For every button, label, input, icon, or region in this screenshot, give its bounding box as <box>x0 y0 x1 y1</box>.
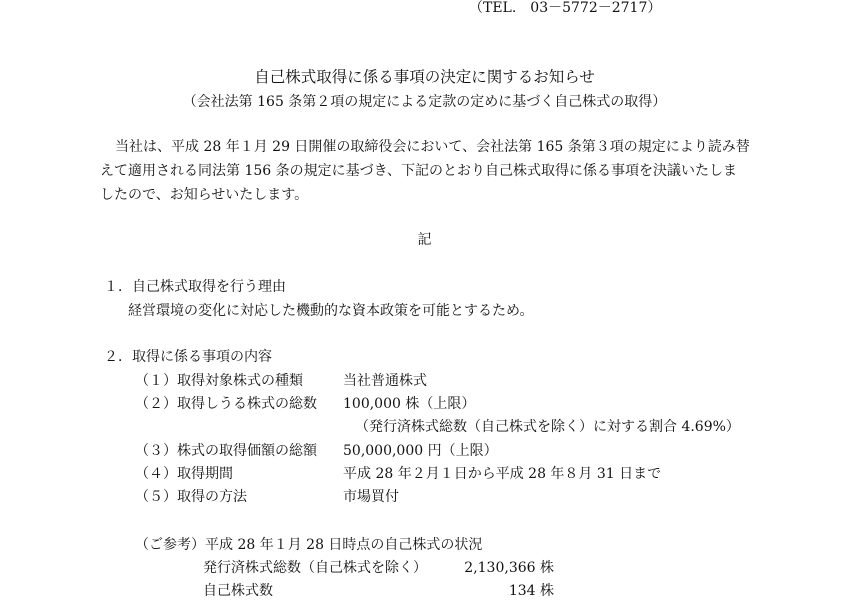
section-1-text: 経営環境の変化に対応した機動的な資本政策を可能とするため。 <box>128 303 534 319</box>
intro-line-3: したので、お知らせいたします。 <box>100 187 309 203</box>
item-note: （発行済株式総数（自己株式を除く）に対する割合 4.69%） <box>355 419 740 435</box>
reference-value: 134 株 <box>508 583 554 599</box>
reference-heading: （ご参考）平成 28 年１月 28 日時点の自己株式の状況 <box>135 537 483 553</box>
section-2-heading: ２．取得に係る事項の内容 <box>104 349 272 365</box>
item-value: 50,000,000 円（上限） <box>343 443 498 459</box>
item-value: 当社普通株式 <box>343 373 427 389</box>
ki-heading: 記 <box>417 232 432 248</box>
document-title: 自己株式取得に係る事項の決定に関するお知らせ <box>254 68 595 86</box>
intro-line-1: 当社は、平成 28 年１月 29 日開催の取締役会において、会社法第 165 条第３項の規定により読み替 <box>115 139 750 155</box>
section-1-heading: １．自己株式取得を行う理由 <box>104 279 286 295</box>
item-value: 市場買付 <box>343 489 399 505</box>
item-label: （５）取得の方法 <box>135 489 247 505</box>
item-label: （３）株式の取得価額の総額 <box>135 443 317 459</box>
item-label: （１）取得対象株式の種類 <box>135 373 303 389</box>
tel-number: （TEL. 03－5772－2717） <box>469 0 662 16</box>
intro-line-2: えて適用される同法第 156 条の規定に基づき、下記のとおり自己株式取得に係る事項を決議いたしま <box>100 163 738 179</box>
reference-label: 発行済株式総数（自己株式を除く） <box>203 560 427 576</box>
item-label: （２）取得しうる株式の総数 <box>135 396 317 412</box>
reference-label: 自己株式数 <box>203 583 273 599</box>
reference-value: 2,130,366 株 <box>464 560 554 576</box>
item-label: （４）取得期間 <box>135 466 233 482</box>
document-subtitle: （会社法第 165 条第２項の規定による定款の定めに基づく自己株式の取得） <box>182 94 667 110</box>
item-value: 平成 28 年２月１日から平成 28 年８月 31 日まで <box>343 466 662 482</box>
item-value: 100,000 株（上限） <box>343 396 476 412</box>
